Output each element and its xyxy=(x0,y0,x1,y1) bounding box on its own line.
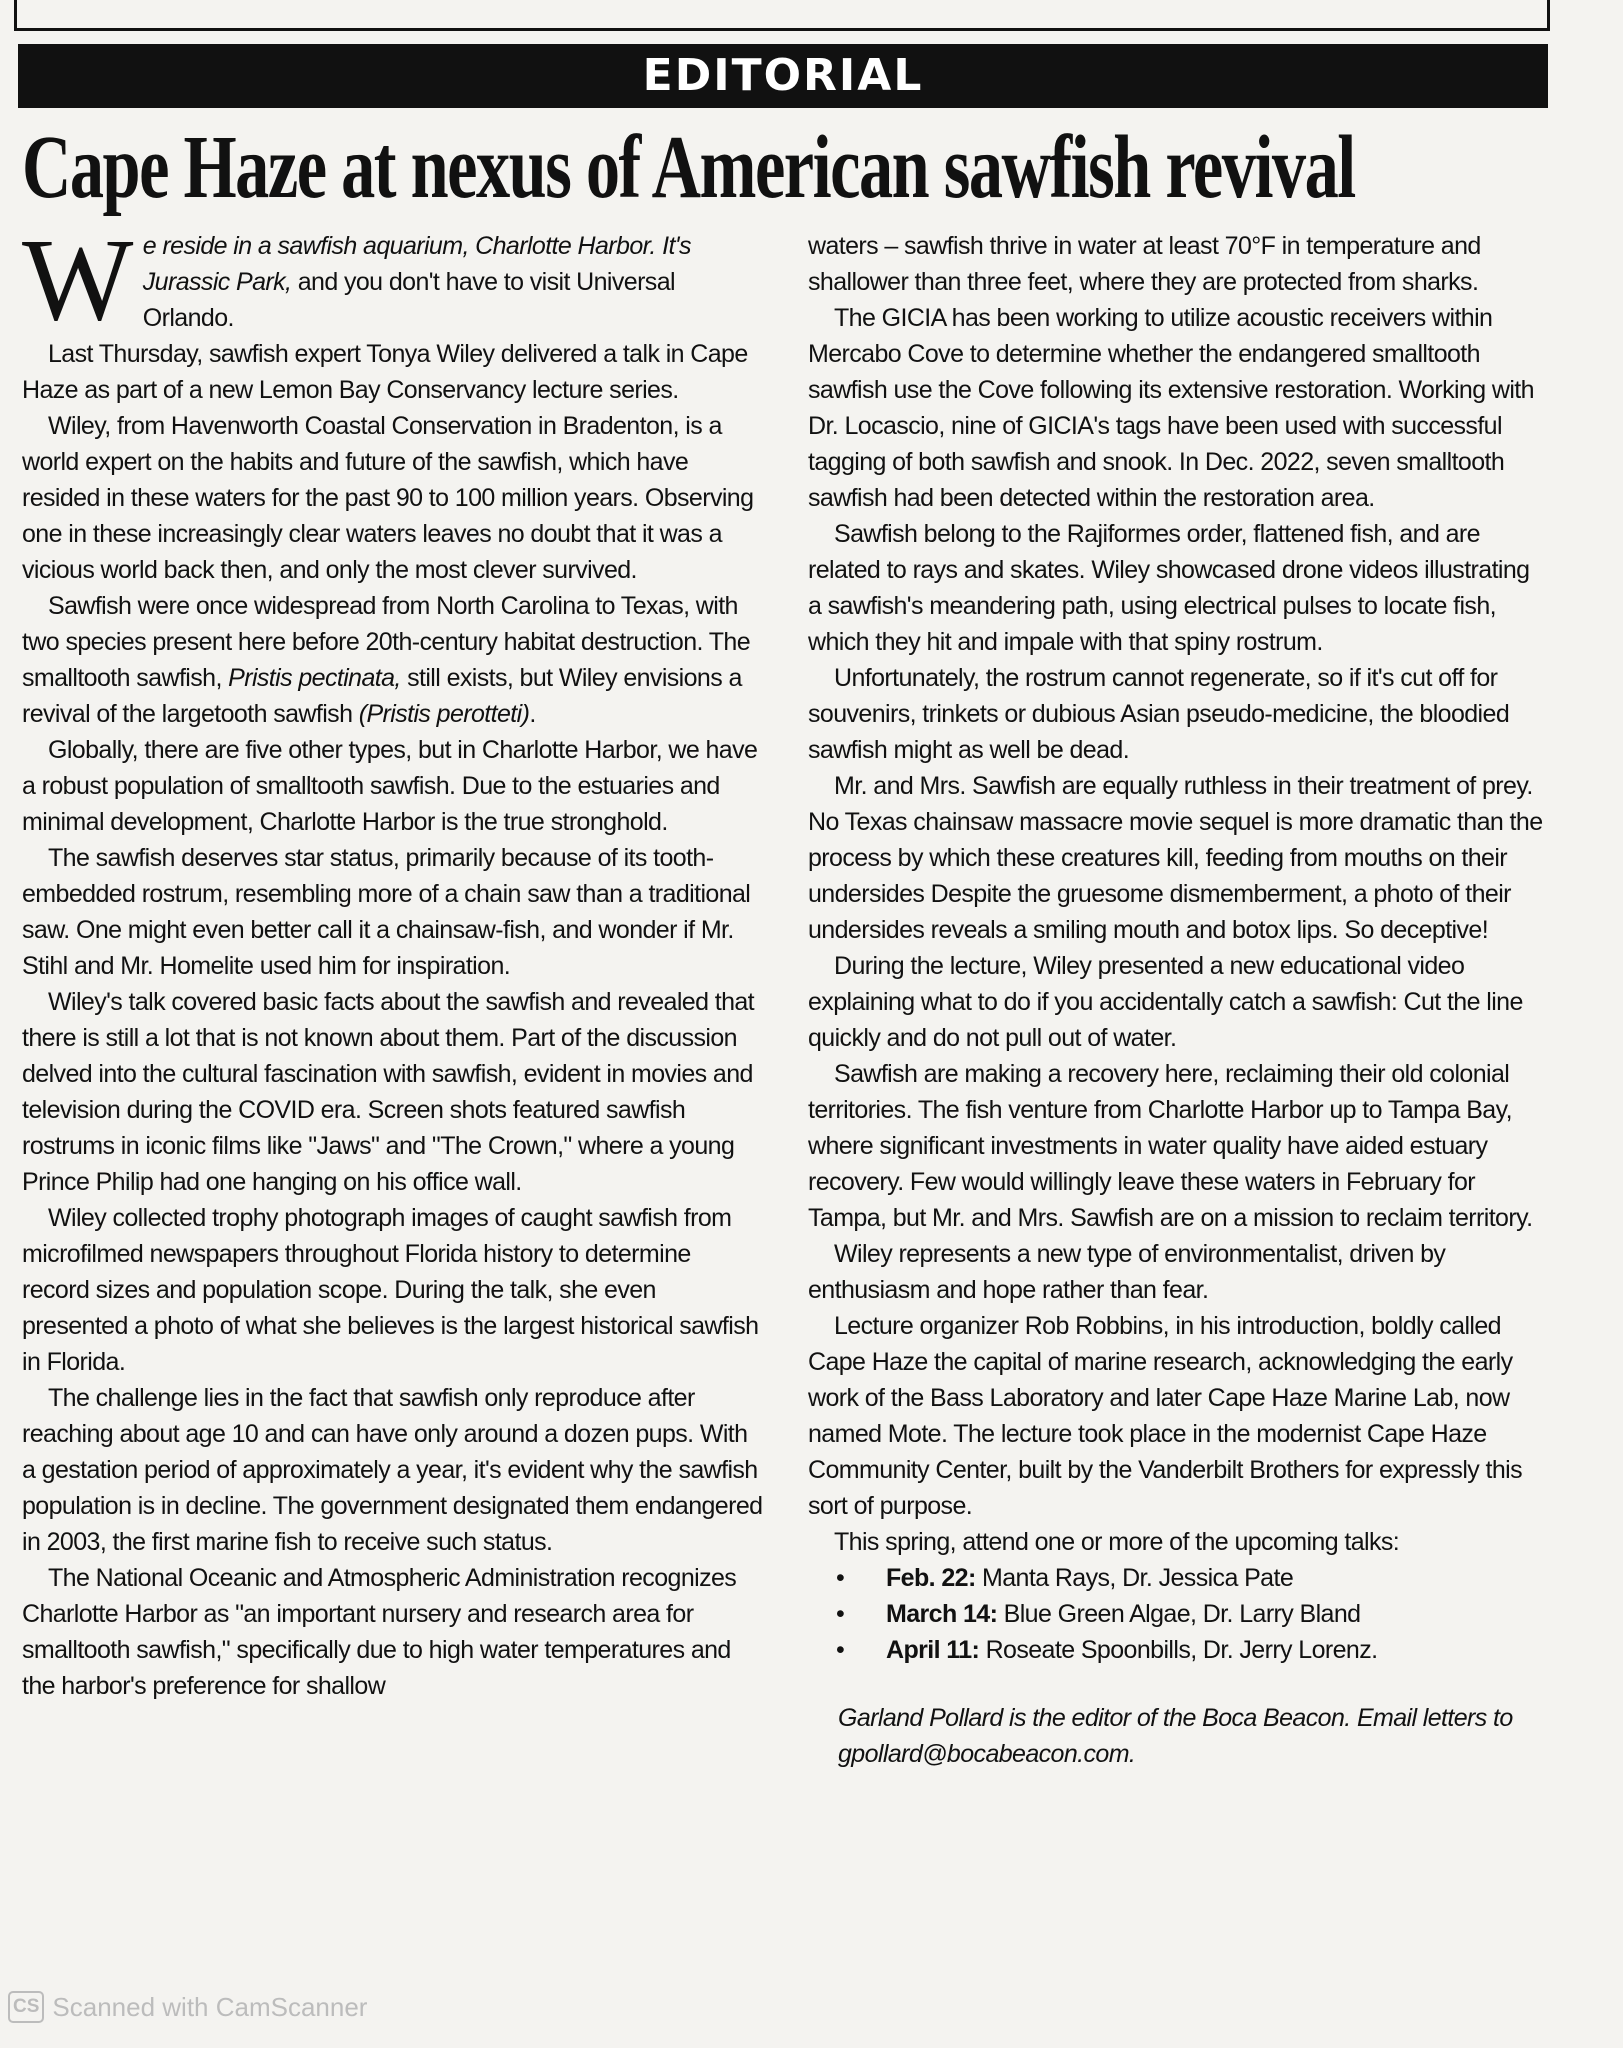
scientific-name: Pristis pectinata, xyxy=(228,664,401,692)
article-paragraph: Last Thursday, sawfish expert Tonya Wiley delivered a talk in Cape Haze as part of a new Lemon Bay Conservancy lecture series. xyxy=(22,340,748,404)
talk-topic: Blue Green Algae, Dr. Larry Bland xyxy=(997,1600,1361,1628)
lead-text: and you don't have to visit Universal Orlando. xyxy=(142,268,675,332)
species-paragraph xyxy=(22,588,764,732)
scanner-watermark xyxy=(8,1990,367,2024)
right-column xyxy=(808,228,1548,1772)
drop-cap: W xyxy=(22,214,133,345)
talk-date: March 14: xyxy=(886,1600,998,1628)
author-signature: Garland Pollard is the editor of the Boca Beacon. Email letters to gpollard@bocabeacon.com. xyxy=(838,1704,1513,1768)
article-paragraph: Lecture organizer Rob Robbins, in his introduction, boldly called Cape Haze the capital of marine research, acknowledging the early work of the Bass Laboratory and later Cape Haze Marine Lab, now named Mote. The lecture took place in the modernist Cape Haze Community Center, built by the Vanderbilt Brothers for expressly this sort of purpose. xyxy=(808,1312,1523,1520)
list-item xyxy=(836,1632,1548,1668)
article-paragraph: Sawfish belong to the Rajiformes order, flattened fish, and are related to rays and skates. Wiley showcased drone videos illustrating a sawfish's meandering path, using electrical pulses to locate fish, which they hit and impale with that spiny rostrum. xyxy=(808,520,1530,656)
continued-paragraph: waters – sawfish thrive in water at least 70°F in temperature and shallower than three feet, where they are protected from sharks. xyxy=(808,232,1481,296)
talk-date: Feb. 22: xyxy=(886,1564,976,1592)
article-paragraph: This spring, attend one or more of the upcoming talks: xyxy=(834,1528,1400,1556)
section-banner: EDITORIAL xyxy=(18,44,1548,108)
talk-topic: Manta Rays, Dr. Jessica Pate xyxy=(975,1564,1294,1592)
article-paragraph: Unfortunately, the rostrum cannot regenerate, so if it's cut off for souvenirs, trinkets or dubious Asian pseudo-medicine, the bloodied sawfish might as well be dead. xyxy=(808,664,1510,764)
list-item xyxy=(836,1596,1548,1632)
upcoming-talks-list xyxy=(808,1560,1548,1668)
article-paragraph: The National Oceanic and Atmospheric Administration recognizes Charlotte Harbor as "an important nursery and research area for smalltooth sawfish," specifically due to high water temperatures and the harbor's preference for shallow xyxy=(22,1564,737,1700)
article-paragraph: Wiley represents a new type of environmentalist, driven by enthusiasm and hope rather than fear. xyxy=(808,1240,1446,1304)
scientific-name: (Pristis perotteti) xyxy=(358,700,530,728)
article-paragraph: Sawfish are making a recovery here, reclaiming their old colonial territories. The fish venture from Charlotte Harbor up to Tampa Bay, where significant investments in water quality have aided estuary recovery. Few would willingly leave these waters in February for Tampa, but Mr. and Mrs. Sawfish are on a mission to reclaim territory. xyxy=(808,1060,1533,1232)
top-frame-border xyxy=(14,0,1550,31)
camscanner-logo-icon: CS xyxy=(8,1991,44,2023)
left-column xyxy=(22,214,764,1704)
article-paragraph: During the lecture, Wiley presented a new educational video explaining what to do if you accidentally catch a sawfish: Cut the line quickly and do not pull out of water. xyxy=(808,952,1523,1052)
headline: Cape Haze at nexus of American sawfish revival xyxy=(22,118,1355,217)
species-text: still exists, but Wiley envisions a revival of the largetooth sawfish xyxy=(22,664,742,728)
article-paragraph: Wiley's talk covered basic facts about the sawfish and revealed that there is still a lot that is not known about them. Part of the discussion delved into the cultural fascination with sawfish, evident in movies and television during the COVID era. Screen shots featured sawfish rostrums in iconic films like "Jaws" and "The Crown," where a young Prince Philip had one hanging on his office wall. xyxy=(22,988,755,1196)
talk-date: April 11: xyxy=(886,1636,980,1664)
watermark-text: Scanned with CamScanner xyxy=(52,1992,368,2022)
list-item xyxy=(836,1560,1548,1596)
article-paragraph: The challenge lies in the fact that sawfish only reproduce after reaching about age 10 and can have only around a dozen pups. With a gestation period of approximately a year, it's evident why the sawfish population is in decline. The government designated them endangered in 2003, the first marine fish to receive such status. xyxy=(22,1384,763,1556)
article-paragraph: Wiley, from Havenworth Coastal Conservation in Bradenton, is a world expert on the habits and future of the sawfish, which have resided in these waters for the past 90 to 100 million years. Observing one in these increasingly clear waters leaves no doubt that it was a vicious world back then, and only the most clever survived. xyxy=(22,412,754,584)
article-paragraph: The sawfish deserves star status, primarily because of its tooth-embedded rostrum, resembling more of a chain saw than a traditional saw. One might even better call it a chainsaw-fish, and wonder if Mr. Stihl and Mr. Homelite used him for inspiration. xyxy=(22,844,751,980)
species-text: . xyxy=(529,700,536,728)
talk-topic: Roseate Spoonbills, Dr. Jerry Lorenz. xyxy=(979,1636,1378,1664)
lead-paragraph xyxy=(22,214,764,345)
article-paragraph: Globally, there are five other types, but in Charlotte Harbor, we have a robust population of smalltooth sawfish. Due to the estuaries and minimal development, Charlotte Harbor is the true stronghold. xyxy=(22,736,758,836)
article-paragraph: Wiley collected trophy photograph images of caught sawfish from microfilmed newspapers throughout Florida history to determine record sizes and population scope. During the talk, she even presented a photo of what she believes is the largest historical sawfish in Florida. xyxy=(22,1204,759,1376)
article-paragraph: The GICIA has been working to utilize acoustic receivers within Mercabo Cove to determine whether the endangered smalltooth sawfish use the Cove following its extensive restoration. Working with Dr. Locascio, nine of GICIA's tags have been used with successful tagging of both sawfish and snook. In Dec. 2022, seven smalltooth sawfish had been detected within the restoration area. xyxy=(808,304,1534,512)
lead-italic-text: e reside in a sawfish aquarium, Charlotte Harbor. It's Jurassic Park, xyxy=(142,232,691,296)
article-paragraph: Mr. and Mrs. Sawfish are equally ruthless in their treatment of prey. No Texas chainsaw massacre movie sequel is more dramatic than the process by which these creatures kill, feeding from mouths on their undersides Despite the gruesome dismemberment, a photo of their undersides reveals a smiling mouth and botox lips. So deceptive! xyxy=(808,772,1543,944)
species-text: Sawfish were once widespread from North Carolina to Texas, with two species present here before 20th-century habitat destruction. The smalltooth sawfish, xyxy=(22,592,751,692)
